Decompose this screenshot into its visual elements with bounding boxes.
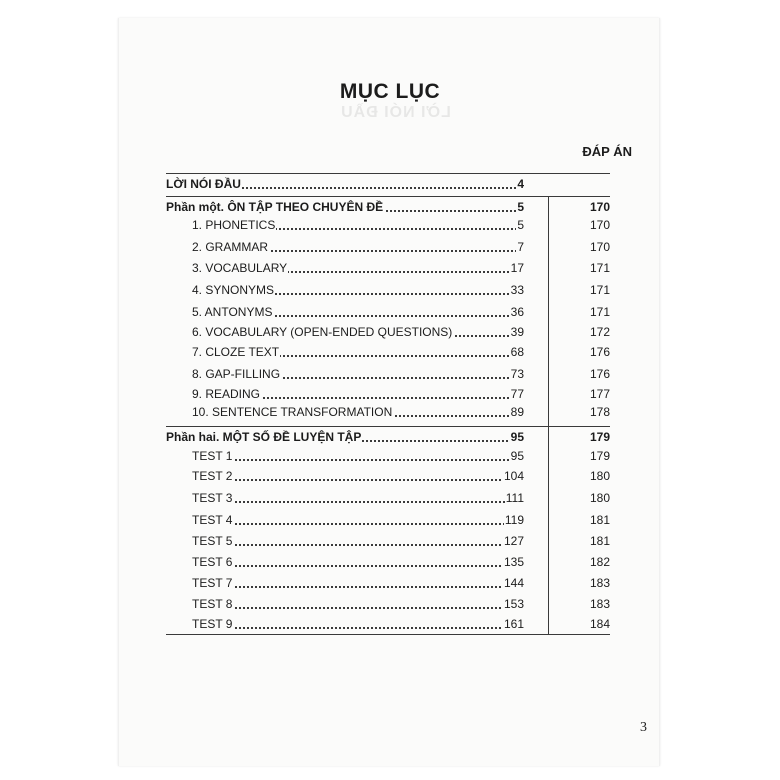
toc-entry-page: 4 (516, 174, 524, 194)
toc-entry (166, 322, 610, 342)
toc-entry-page: 68 (510, 342, 524, 362)
toc-entry-page: 144 (503, 573, 524, 593)
toc-entry-label: TEST 5 (192, 531, 233, 551)
toc-entry (166, 237, 610, 257)
divider-bottom (166, 634, 610, 635)
toc-entry (166, 302, 610, 322)
toc-entry-label: 9. READING (192, 384, 261, 404)
toc-entry-page: 161 (503, 614, 524, 634)
toc-entry-page: 153 (503, 594, 524, 614)
toc-entry (166, 488, 610, 508)
toc-entry (166, 174, 610, 194)
toc-entry-page: 5 (516, 197, 524, 217)
leader-dots (192, 501, 524, 503)
answer-column-header: ĐÁP ÁN (582, 144, 632, 159)
toc-entry-page: 7 (516, 237, 524, 257)
toc-entry (166, 384, 610, 404)
toc-entry-label: TEST 8 (192, 594, 233, 614)
toc-entry (166, 215, 610, 235)
toc-entry-answer-page: 170 (589, 218, 610, 232)
toc-entry-page: 119 (504, 510, 524, 530)
toc-entry-label: 1. PHONETICS (192, 215, 276, 235)
toc-entry-label: 4. SYNONYMS (192, 280, 275, 300)
toc-entry-label: 2. GRAMMAR (192, 237, 269, 257)
leader-dots (192, 586, 524, 588)
leader-dots (192, 607, 524, 609)
toc-entry-answer-page: 171 (589, 261, 610, 275)
toc-entry-answer-page: 181 (589, 534, 610, 548)
toc-entry-page: 95 (510, 446, 524, 466)
toc-entry-answer-page: 181 (589, 513, 610, 527)
leader-dots (192, 523, 524, 525)
toc-entry (166, 510, 610, 530)
toc-entry-page: 127 (503, 531, 524, 551)
bleed-through-text: LỜI NÓI ĐẦU (340, 104, 451, 121)
toc-entry-label: 7. CLOZE TEXT (192, 342, 280, 362)
toc-entry-page: 89 (510, 402, 524, 422)
toc-entry (166, 614, 610, 634)
toc-entry-label: TEST 2 (192, 466, 233, 486)
toc-entry-page: 17 (510, 258, 524, 278)
toc-entry-answer-page: 183 (589, 576, 610, 590)
toc-entry-page: 77 (510, 384, 524, 404)
toc-entry-label: 6. VOCABULARY (OPEN-ENDED QUESTIONS) (192, 322, 453, 342)
page-number: 3 (640, 720, 647, 735)
toc-entry (166, 552, 610, 572)
toc-entry (166, 427, 610, 447)
leader-dots (192, 627, 524, 629)
toc-entry (166, 594, 610, 614)
toc-entry-label: Phần hai. MỘT SỐ ĐỀ LUYỆN TẬP (166, 427, 362, 447)
toc-entry-label: TEST 4 (192, 510, 233, 530)
toc-entry-answer-page: 172 (589, 325, 610, 339)
toc-entry-page: 111 (505, 488, 524, 508)
toc-entry-label: Phần một. ÔN TẬP THEO CHUYÊN ĐỀ (166, 197, 384, 217)
page-title: MỤC LỤC (339, 80, 441, 103)
toc-entry-label: TEST 7 (192, 573, 233, 593)
toc-entry-answer-page: 183 (589, 597, 610, 611)
toc-entry-label: TEST 1 (192, 446, 233, 466)
toc-entry-answer-page: 180 (589, 469, 610, 483)
toc-entry (166, 280, 610, 300)
toc-entry-answer-page: 179 (589, 430, 610, 444)
toc-entry-page: 5 (516, 215, 524, 235)
toc-entry-label: 10. SENTENCE TRANSFORMATION (192, 402, 393, 422)
toc-entry-page: 73 (510, 364, 524, 384)
toc-entry (166, 364, 610, 384)
toc-entry-answer-page: 176 (589, 345, 610, 359)
toc-entry-page: 33 (510, 280, 524, 300)
leader-dots (192, 479, 524, 481)
toc-entry-label: 8. GAP-FILLING (192, 364, 281, 384)
toc-entry (166, 402, 610, 422)
toc-entry-answer-page: 180 (589, 491, 610, 505)
toc-entry-answer-page: 179 (589, 449, 610, 463)
toc-entry (166, 573, 610, 593)
toc-entry-label: TEST 3 (192, 488, 233, 508)
toc-entry-page: 135 (503, 552, 524, 572)
toc-entry (166, 531, 610, 551)
toc-entry-page: 95 (510, 427, 524, 447)
toc-entry (166, 466, 610, 486)
toc-entry-label: 5. ANTONYMS (192, 302, 273, 322)
toc-entry-label: LỜI NÓI ĐẦU (166, 174, 242, 194)
toc-entry-answer-page: 170 (589, 240, 610, 254)
toc-entry-answer-page: 177 (589, 387, 610, 401)
toc-entry-answer-page: 182 (589, 555, 610, 569)
leader-dots (192, 459, 524, 461)
toc-entry-label: TEST 6 (192, 552, 233, 572)
toc-entry-answer-page: 171 (589, 283, 610, 297)
toc-entry-answer-page: 171 (589, 305, 610, 319)
toc-entry-page: 39 (510, 322, 524, 342)
toc-entry-answer-page: 170 (589, 200, 610, 214)
toc-entry-answer-page: 176 (589, 367, 610, 381)
toc-entry-answer-page: 178 (589, 405, 610, 419)
toc-entry-answer-page: 184 (589, 617, 610, 631)
toc-entry-page: 36 (510, 302, 524, 322)
toc-entry-label: TEST 9 (192, 614, 233, 634)
toc-entry (166, 446, 610, 466)
toc-entry-page: 104 (503, 466, 524, 486)
leader-dots (192, 565, 524, 567)
toc-entry-label: 3. VOCABULARY (192, 258, 288, 278)
leader-dots (192, 544, 524, 546)
toc-entry (166, 342, 610, 362)
toc-entry (166, 258, 610, 278)
toc-entry (166, 197, 610, 217)
